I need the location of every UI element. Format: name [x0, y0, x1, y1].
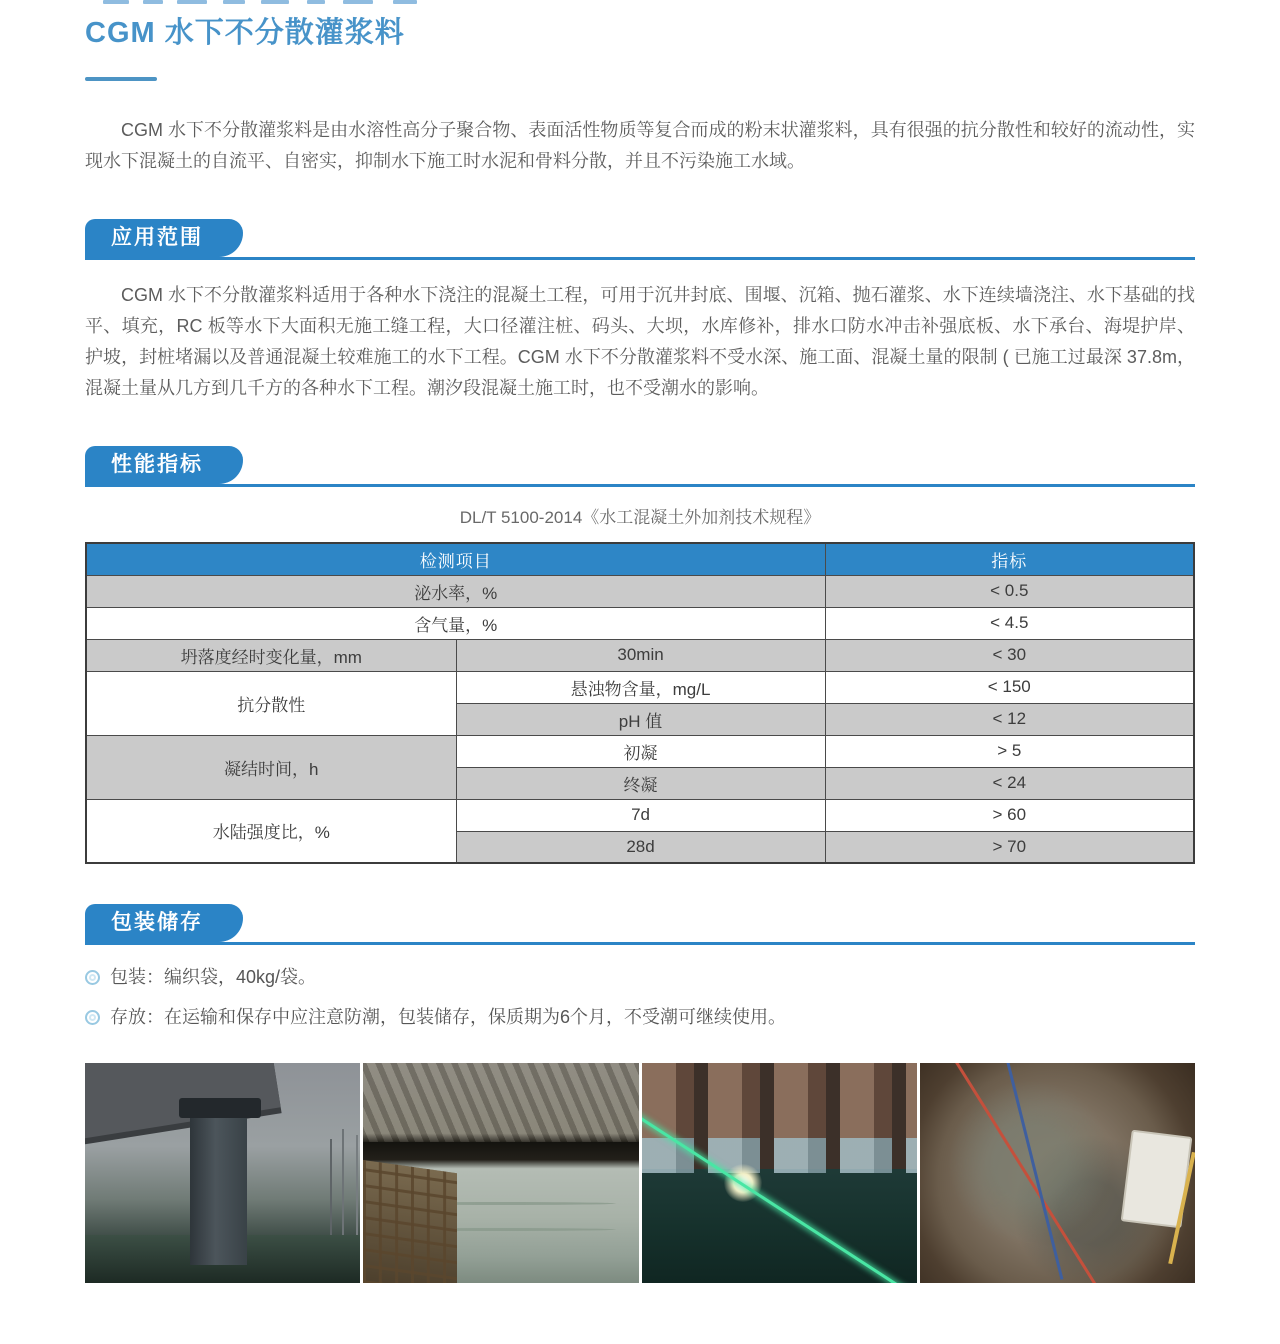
table-header-row	[86, 543, 1194, 575]
cell-value: < 0.5	[825, 575, 1194, 607]
table-row	[86, 575, 1194, 607]
title-underline	[85, 77, 157, 81]
caisson-pit-cables-photo	[920, 1063, 1195, 1283]
table-row	[86, 671, 1194, 703]
intro-paragraph: CGM 水下不分散灌浆料是由水溶性高分子聚合物、表面活性物质等复合而成的粉末状灌浆料，具有很强的抗分散性和较好的流动性，实现水下混凝土的自流平、自密实，抑制水下施工时水泥和骨料分散，并且不污染施工水域。	[85, 120, 1195, 171]
section-header-packaging	[85, 904, 1195, 945]
cell-item-merged: 抗分散性	[86, 671, 456, 735]
cell-item-merged: 水陆强度比，%	[86, 799, 456, 863]
header-cell-index: 指标	[825, 543, 1194, 575]
ring-bullet-icon	[85, 1010, 100, 1025]
list-item	[85, 1003, 1195, 1031]
table-row	[86, 607, 1194, 639]
cell-value: < 4.5	[825, 607, 1194, 639]
cell-item-merged: 凝结时间，h	[86, 735, 456, 799]
pier-column-above-water-photo	[85, 1063, 360, 1283]
concrete-pile-closeup-photo	[363, 1063, 638, 1283]
cell-sub: 初凝	[456, 735, 825, 767]
section-header-performance	[85, 446, 1195, 487]
packaging-badge: 包装储存	[85, 904, 243, 942]
cell-value: < 30	[825, 639, 1194, 671]
cell-value: < 150	[825, 671, 1194, 703]
cell-value: > 70	[825, 831, 1194, 863]
cell-value: > 60	[825, 799, 1194, 831]
cell-item: 泌水率，%	[86, 575, 825, 607]
cell-sub: pH 值	[456, 703, 825, 735]
performance-table	[85, 542, 1195, 864]
underwater-piles-laser-photo	[642, 1063, 917, 1283]
cell-sub: 30min	[456, 639, 825, 671]
cell-sub: 悬浊物含量，mg/L	[456, 671, 825, 703]
cell-value: > 5	[825, 735, 1194, 767]
project-photo-gallery	[85, 1063, 1195, 1283]
packaging-list	[85, 963, 1195, 1031]
section-header-application	[85, 219, 1195, 260]
application-badge: 应用范围	[85, 219, 243, 257]
cell-value: < 12	[825, 703, 1194, 735]
cell-sub: 28d	[456, 831, 825, 863]
performance-badge: 性能指标	[85, 446, 243, 484]
storage-text: 存放：在运输和保存中应注意防潮，包装储存，保质期为6个月，不受潮可继续使用。	[110, 1007, 787, 1027]
cell-sub: 7d	[456, 799, 825, 831]
page-title: CGM 水下不分散灌浆料	[85, 17, 405, 49]
ring-bullet-icon	[85, 970, 100, 985]
packaging-text: 包装：编织袋，40kg/袋。	[110, 967, 317, 987]
cell-sub: 终凝	[456, 767, 825, 799]
cell-item: 坍落度经时变化量，mm	[86, 639, 456, 671]
header-cell-item: 检测项目	[86, 543, 825, 575]
table-row	[86, 735, 1194, 767]
table-row	[86, 639, 1194, 671]
table-row	[86, 799, 1194, 831]
application-paragraph: CGM 水下不分散灌浆料适用于各种水下浇注的混凝土工程，可用于沉井封底、围堰、沉箱、抛石灌浆、水下连续墙浇注、水下基础的找平、填充，RC 板等水下大面积无施工缝工程，大口径灌注桩、码头、大坝，水库修补，排水口防水冲击补强底板、水下承台、海堤护岸、护坡，封桩堵漏以及普通混凝土较难施工的水下工程。CGM 水下不分散灌浆料不受水深、施工面、混凝土量的限制 ( 已施工过最深 37.8m，混凝土量从几方到几千方的各种水下工程。潮汐段混凝土施工时，也不受潮水的影响。	[85, 285, 1195, 398]
cell-item: 含气量，%	[86, 607, 825, 639]
standard-reference: DL/T 5100-2014《水工混凝土外加剂技术规程》	[459, 508, 821, 527]
cell-value: < 24	[825, 767, 1194, 799]
list-item	[85, 963, 1195, 991]
